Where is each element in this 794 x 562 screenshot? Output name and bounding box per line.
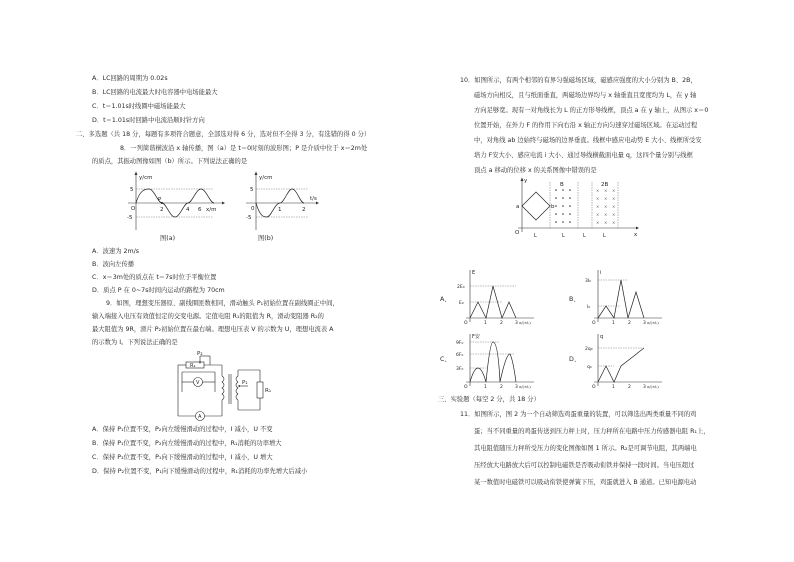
q8-option-a: A．波速为 2m/s: [92, 248, 140, 255]
graph-d-origin: O: [592, 385, 596, 390]
svg-text:×: ×: [596, 212, 600, 217]
q11-stem-line2: 蛋；当不同重量的鸡蛋传送到压力秤上时，压力秤所在电路中压力传感器电阻 R₁上，: [474, 428, 710, 435]
field-width-l4: L: [603, 233, 606, 239]
q8-option-b: B．波向左传播: [92, 261, 135, 268]
q9-stem-line2: 输入端接入电压有效值恒定的交变电源。定值电阻 R₁的阻值为 R，滑动变阻器 R₂的: [92, 313, 324, 320]
graph-d-tick-1: 1: [612, 385, 615, 390]
graph-a-origin: O: [464, 321, 468, 326]
graph-c: [452, 330, 542, 394]
graph-b-origin: O: [592, 321, 596, 326]
graph-c-origin: O: [464, 385, 468, 390]
svg-text:×: ×: [612, 188, 616, 193]
field-2b-label: 2B: [601, 182, 609, 188]
circuit-label-v: V: [196, 380, 200, 386]
q9-option-d: D．保持 P₂位置不变，P₁向下缓慢滑动的过程中，R₁消耗的功率先增大后减小: [92, 468, 308, 475]
fig-a-caption: 图(a): [160, 235, 176, 242]
fig-b-tick-m5: -5: [246, 215, 252, 221]
fig-b-tick-1: 1: [278, 207, 282, 213]
graph-a-y2: 2E₀: [457, 285, 465, 290]
field-width-l1: L: [534, 233, 537, 239]
fig-a-x-label: x/m: [206, 207, 217, 213]
field-y-label: y: [524, 178, 528, 184]
graph-c-y3: 3F₀: [456, 367, 464, 372]
svg-text:×: ×: [604, 220, 608, 225]
graph-b-x-label: x/(×L): [647, 320, 659, 325]
q11-stem-line4: 压经放大电路放大后可以控制电磁铁是否吸动衔铁并保持一段时间。当电压超过: [474, 462, 695, 469]
q9-stem-line1: 9．如图，理想变压器原、副线圈匝数相同，滑动触头 P₁初始位置在副线圈正中间，: [106, 300, 339, 307]
svg-text:×: ×: [612, 204, 616, 209]
graph-a-tick-2: 2: [500, 321, 503, 326]
fig-a-y-label: y/cm: [139, 175, 153, 181]
fig-a-point-p: P: [158, 197, 162, 203]
graph-d: [580, 330, 670, 394]
graph-a-y1: E₀: [459, 301, 464, 306]
graph-d-y2: 2q₀: [585, 347, 593, 352]
q7-option-a: A．LC回路的周期为 0.02s: [92, 75, 168, 82]
graph-a-y-label: E: [472, 270, 476, 276]
q10-stem-line7: 顶点 a 移动的位移 x 的关系图像中错误的是: [474, 167, 597, 174]
fig-a-tick-6: 6: [198, 207, 202, 213]
graph-b-tick-1: 1: [612, 321, 615, 326]
fig-a-wave-graph: [118, 170, 228, 234]
circuit-label-p2: P₂: [197, 351, 203, 357]
svg-text:×: ×: [604, 212, 608, 217]
graph-d-tick-2: 2: [628, 385, 631, 390]
graph-b-tick-3: 3: [643, 321, 646, 326]
fig-a-origin: O: [131, 206, 136, 212]
field-vertex-a: a: [516, 204, 520, 210]
graph-a-x-label: x/(×L): [519, 320, 531, 325]
q11-stem-line1: 11．如图所示，图 2 为一个自动筛选鸡蛋重量的装置，可以筛选出两类重量不同的鸡: [460, 411, 697, 418]
q10-stem-line4: 位置开始，在外力 F 的作用下向右沿 x 轴正方向匀速穿过磁场区域。在运动过程: [474, 122, 698, 129]
q9-option-c: C．保持 P₂位置不变，P₁向下缓慢滑动的过程中，I 减小，U 增大: [92, 454, 273, 461]
graph-c-letter: C、: [440, 356, 451, 363]
field-origin: O: [515, 230, 520, 236]
q10-stem-line5: 中，对角线 ab 边始终与磁场的边界垂直。线框中感应电动势 E 大小、线框所受安: [474, 137, 702, 144]
q7-option-c: C．t＝1.01s时线圈中磁场能最大: [92, 103, 186, 110]
q9-stem-line4: 的示数为 I。下列说法正确的是: [92, 339, 178, 346]
transformer-circuit-diagram: [170, 350, 280, 422]
field-width-l3: L: [583, 233, 586, 239]
graph-d-y1: q₀: [587, 365, 592, 370]
field-vertex-b: b: [551, 204, 555, 210]
q8-option-c: C．x＝3m处的质点在 t＝7s时位于平衡位置: [92, 274, 217, 281]
q11-stem-line3: 其电阻值随压力秤所受压力的变化图像如图 1 所示。R₂是可调节电阻，其两端电: [474, 445, 697, 452]
q10-stem-line6: 培力 F安大小、感应电流 i 大小、通过导线横截面电量 q，这四个量分别与线框: [474, 152, 693, 159]
graph-c-y-label: F安: [472, 334, 480, 340]
fig-b-caption: 图(b): [258, 235, 274, 242]
q10-stem-line1: 10．如图所示，有两个相邻的有界匀强磁场区域，磁感应强度的大小分别为 B、2B，: [460, 77, 697, 84]
q10-stem-line2: 磁场方向相反，且与纸面垂直，两磁场边界均与 x 轴垂直且宽度均为 L，在 y 轴: [474, 92, 697, 99]
graph-b: [580, 266, 670, 330]
graph-d-tick-3: 3: [643, 385, 646, 390]
q9-option-a: A．保持 P₁位置不变，P₂向左缓慢滑动的过程中，I 减小，U 不变: [92, 426, 273, 433]
svg-text:×: ×: [612, 212, 616, 217]
fig-a-tick-5: 5: [130, 187, 134, 193]
svg-text:×: ×: [596, 188, 600, 193]
graph-a: [452, 266, 542, 330]
graph-c-tick-2: 2: [500, 385, 503, 390]
fig-a-tick-m5: -5: [127, 215, 133, 221]
graph-c-tick-1: 1: [484, 385, 487, 390]
fig-b-vibration-graph: [236, 170, 326, 234]
q8-stem-line1: 8．一列简谐横波沿 x 轴传播，图（a）是 t＝0时刻的波形图；P 是介质中位于 x＝2m处: [120, 145, 368, 152]
circuit-label-p1: P₁: [242, 380, 248, 386]
fig-a-tick-2: 2: [160, 207, 164, 213]
graph-c-y9: 9F₀: [456, 341, 464, 346]
graph-a-letter: A、: [440, 296, 451, 303]
graph-a-tick-1: 1: [484, 321, 487, 326]
graph-b-letter: B、: [569, 296, 580, 303]
fig-a-tick-4: 4: [186, 207, 190, 213]
graph-b-tick-2: 2: [628, 321, 631, 326]
q7-option-b: B．LC回路的电流最大时电容器中电场能最大: [92, 89, 218, 96]
q8-option-d: D．质点 P 在 0~7s时间内运动的路程为 70cm: [92, 287, 225, 294]
svg-text:×: ×: [596, 196, 600, 201]
section2-title: 二、多选题（共 18 分，每题有多项符合题意，全部选对得 6 分，选对但不全得 3 分，有选错的得 0 分）: [76, 131, 371, 138]
fig-b-x-label: t/s: [310, 196, 317, 202]
field-x-label: x: [634, 232, 638, 238]
q10-stem-line3: 方向足够宽。现有一对角线长为 L 的正方形导线框，顶点 a 在 y 轴上，从图示 x＝0: [474, 107, 709, 114]
svg-text:×: ×: [604, 188, 608, 193]
q9-stem-line3: 最大阻值为 9R，滑片 P₂初始位置在最右端。理想电压表 V 的示数为 U，理想电流表 A: [92, 326, 334, 333]
graph-b-y1: I₀: [587, 305, 591, 310]
fig-b-tick-2: 2: [302, 207, 306, 213]
graph-d-x-label: x/(×L): [647, 384, 659, 389]
q7-option-d: D．t＝1.01s时回路中电流沿顺时针方向: [92, 117, 205, 124]
circuit-label-r2: R₂: [190, 363, 196, 369]
svg-text:×: ×: [604, 196, 608, 201]
graph-c-x-label: x/(×L): [519, 384, 531, 389]
graph-c-tick-3: 3: [515, 385, 518, 390]
graph-a-tick-3: 3: [515, 321, 518, 326]
field-width-l2: L: [562, 233, 565, 239]
svg-text:×: ×: [612, 220, 616, 225]
magnetic-field-diagram: [506, 176, 642, 240]
fig-b-origin: 0: [251, 206, 255, 212]
graph-b-y3: 3I₀: [585, 279, 591, 284]
svg-text:×: ×: [604, 204, 608, 209]
graph-c-y6: 6F₀: [456, 353, 464, 358]
graph-d-letter: D、: [569, 356, 581, 363]
svg-text:×: ×: [612, 196, 616, 201]
graph-d-y-label: q: [600, 334, 604, 340]
circuit-label-r1: R₁: [265, 388, 272, 394]
q8-stem-line2: 的质点，其振动图像如图（b）所示。下列说法正确的是: [92, 158, 248, 165]
svg-text:×: ×: [596, 204, 600, 209]
fig-b-tick-5: 5: [250, 187, 254, 193]
svg-text:×: ×: [596, 220, 600, 225]
section3-title: 三、实验题（每空 2 分，共 18 分）: [438, 396, 540, 403]
field-b-label: B: [560, 182, 564, 188]
q11-stem-line5: 某一数值时电磁铁可以吸动衔铁使弹簧下压，鸡蛋就进入 B 通道。已知电源电动: [474, 479, 697, 486]
circuit-label-a: A: [198, 414, 202, 420]
graph-b-y-label: i: [600, 270, 602, 276]
q9-option-b: B．保持 P₁位置不变，P₂向左缓慢滑动的过程中，R₁消耗的功率增大: [92, 440, 282, 447]
fig-b-y-label: y/cm: [259, 175, 273, 181]
